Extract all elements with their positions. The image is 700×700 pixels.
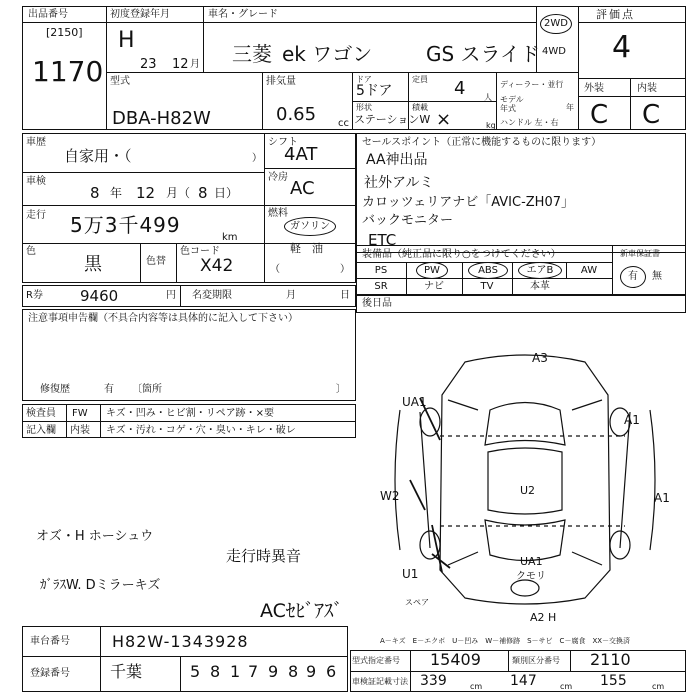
- shift-label: シフト: [268, 137, 298, 148]
- dimension-length: 339: [420, 673, 447, 689]
- usage-close: ）: [252, 153, 262, 164]
- damage-mark: A3: [532, 351, 548, 365]
- drive-4wd: 4WD: [542, 46, 566, 57]
- mileage-label: 走行: [26, 210, 46, 221]
- mileage-value: 5万3千499: [70, 213, 181, 237]
- divider: [578, 6, 579, 130]
- model-type-value: DBA-H82W: [112, 108, 211, 129]
- divider: [578, 22, 686, 23]
- reg-deadline-day-unit: 日: [340, 290, 350, 301]
- divider: [350, 671, 686, 672]
- inspector-note: 走行時異音: [226, 547, 302, 565]
- equipment-label: 装備品（純正品に限り○をつけてください）: [362, 249, 561, 260]
- color-change-label: 色替: [146, 256, 166, 267]
- damage-mark: UA1: [402, 395, 427, 409]
- car-maker: 三菱: [232, 42, 272, 66]
- month-unit: 月（: [166, 186, 191, 200]
- lot-code: [2150]: [46, 26, 83, 39]
- sales-point-line: カロッツェリアナビ「AVIC-ZH07」: [362, 195, 574, 210]
- divider: [536, 6, 537, 72]
- dimension-unit: cm: [652, 682, 665, 691]
- load-value: ×: [436, 109, 452, 130]
- reg-deadline-label: 名変期限: [192, 290, 232, 301]
- recycle-row: [22, 285, 356, 307]
- mileage-unit: km: [222, 232, 238, 243]
- divider: [578, 96, 686, 97]
- reg-digit: 9: [268, 662, 279, 681]
- color-code-label: 色コード: [180, 246, 220, 257]
- load-unit: kg: [486, 121, 496, 130]
- divider: [570, 650, 571, 671]
- recycle-label: R券: [26, 290, 43, 301]
- sales-points-block: [356, 133, 686, 253]
- warranty-yes: 有: [620, 266, 646, 288]
- model-type-label: 型式: [110, 76, 130, 87]
- shape-label: 形状: [356, 103, 372, 112]
- divider: [106, 72, 578, 73]
- drive-2wd-circle: 2WD: [540, 14, 572, 34]
- divider: [508, 650, 509, 671]
- divider: [203, 6, 204, 72]
- side-outlines: [395, 410, 655, 550]
- divider: [496, 72, 497, 130]
- divider: [176, 243, 177, 283]
- class-label: 類別区分番号: [512, 656, 560, 665]
- damage-mark: A2 H: [530, 611, 557, 624]
- first-reg-year: 23: [140, 57, 157, 72]
- year-unit: 年: [566, 103, 574, 112]
- int-score: C: [642, 100, 661, 130]
- inspector-note: ｶﾞﾗｽW. Dミラーキズ: [40, 578, 161, 593]
- dimension-height: 155: [600, 673, 627, 689]
- ext-score: C: [590, 100, 609, 130]
- lot-label: 出品番号: [28, 9, 68, 20]
- repair-close: 〕: [336, 384, 346, 395]
- spare-tire: [511, 580, 539, 596]
- fuel-label: 燃料: [268, 208, 288, 219]
- displacement-label: 排気量: [266, 76, 296, 87]
- inspection-label: 車検: [26, 176, 46, 187]
- class-value: 2110: [590, 650, 631, 669]
- inspection-year: 8: [90, 184, 100, 202]
- divider: [262, 72, 263, 130]
- chassis-value: H82W-1343928: [112, 632, 249, 651]
- reg-digit: 8: [210, 662, 221, 681]
- color-value: 黒: [84, 254, 102, 275]
- damage-mark: U1: [402, 567, 419, 581]
- sales-points-label: セールスポイント（正常に機能するものに限ります）: [362, 137, 602, 148]
- divider: [100, 404, 101, 438]
- first-reg-label: 初度登録年月: [110, 9, 170, 20]
- divider: [106, 22, 536, 23]
- roof: [488, 448, 562, 514]
- inspection-day: 8: [198, 184, 208, 202]
- body-lines: [448, 400, 602, 568]
- month-unit: 月: [190, 59, 200, 70]
- warranty-label: 新車保証書: [620, 249, 660, 258]
- repair-detail: 〔箇所: [132, 384, 162, 395]
- side-doors: [420, 412, 630, 548]
- equip-leather: 本革: [530, 281, 550, 292]
- reg-digit: 1: [230, 662, 241, 681]
- reg-deadline-month-unit: 月: [286, 290, 296, 301]
- sales-point-line: ETC: [368, 231, 397, 249]
- divider: [106, 6, 107, 130]
- model-year-label: モデル: [500, 95, 524, 104]
- damage-mark: A1: [624, 413, 640, 427]
- interior-label: 内装: [70, 425, 90, 436]
- guide-lines: [440, 436, 625, 526]
- color-code-value: X42: [200, 256, 234, 276]
- equip-abs-circled: ABS: [468, 262, 508, 279]
- equip-aw: AW: [580, 265, 598, 276]
- aircon-value: AC: [290, 178, 315, 199]
- inspector-row2: キズ・汚れ・コゲ・穴・臭い・キレ・破レ: [106, 425, 296, 436]
- divider: [66, 404, 67, 438]
- car-name-label: 車名・グレード: [208, 9, 278, 20]
- inspector-label: 検査員: [26, 408, 56, 419]
- divider: [100, 626, 101, 692]
- inspector-note: オズ・H ホーシュウ: [36, 529, 154, 544]
- divider: [410, 650, 411, 692]
- divider: [22, 22, 106, 23]
- later-docs-row: [356, 295, 686, 313]
- year-unit: 年: [110, 186, 123, 200]
- damage-mark: U2: [520, 484, 536, 497]
- equip-pw-circled: PW: [416, 262, 448, 279]
- divider: [406, 262, 407, 295]
- divider: [264, 168, 356, 169]
- first-reg-month: 12: [172, 57, 189, 72]
- divider: [140, 243, 141, 283]
- handle-label: ハンドル 左・右: [500, 118, 559, 127]
- car-model: ek ワゴン: [282, 42, 373, 66]
- aircon-label: 冷房: [268, 172, 288, 183]
- fuel-circled: ガソリン: [284, 217, 336, 236]
- damage-mark: A1: [654, 491, 670, 505]
- sales-point-line: 社外アルミ: [364, 175, 434, 191]
- dimension-unit: cm: [470, 682, 483, 691]
- divider: [630, 78, 631, 130]
- inspector-note: ACｾﾋﾞｱｽﾞ: [260, 600, 343, 622]
- entry-label: 記入欄: [26, 425, 56, 436]
- equip-sr: SR: [374, 281, 388, 292]
- inspector-row1: キズ・凹み・ヒビ割・リペア跡・×要: [106, 408, 274, 419]
- divider: [264, 133, 265, 283]
- divider: [512, 262, 513, 295]
- lot-number: 1170: [32, 55, 104, 88]
- capacity-value: 4: [454, 78, 466, 99]
- divider: [22, 205, 264, 206]
- divider: [22, 421, 356, 422]
- ext-label: 外装: [584, 83, 604, 94]
- reg-digit: 9: [306, 662, 317, 681]
- fw-label: FW: [72, 408, 88, 419]
- day-unit: 日）: [214, 186, 239, 200]
- damage-mark: UA1: [520, 555, 543, 568]
- repair-value: 有: [104, 384, 114, 395]
- doors-value: 5ドア: [356, 83, 393, 99]
- spare-label: スペア: [405, 598, 429, 607]
- int-label: 内装: [637, 83, 657, 94]
- load-label: 積載: [412, 103, 428, 112]
- shift-value: 4AT: [284, 144, 318, 165]
- equip-airbag-circled: エアB: [518, 262, 562, 279]
- divider: [462, 262, 463, 295]
- reg-digit: 8: [288, 662, 299, 681]
- doors-label: ドア: [356, 75, 372, 84]
- capacity-unit: 人: [484, 93, 492, 102]
- fuel-printed: 軽 油: [290, 242, 323, 255]
- inspection-month: 12: [136, 184, 156, 202]
- displacement-value: 0.65: [276, 104, 317, 125]
- divider: [22, 656, 348, 657]
- dealer-label: ディーラー・並行: [500, 80, 564, 89]
- first-reg-era: H: [118, 28, 135, 53]
- registration-region: 千葉: [110, 662, 143, 681]
- sales-point-line: AA神出品: [366, 152, 428, 168]
- usage-label: 車歴: [26, 137, 46, 148]
- reg-digit: 5: [190, 662, 201, 681]
- damage-legend: A－キズ E－エクボ U－凹み W－補修跡 S－サビ C－腐食 XX－交換済: [380, 637, 631, 645]
- usage-value: 自家用・（: [64, 147, 132, 165]
- reg-digit: 6: [326, 662, 337, 681]
- dimensions-label: 車検証記載寸法: [352, 677, 408, 686]
- recycle-value: 9460: [80, 287, 119, 305]
- dimension-unit: cm: [560, 682, 573, 691]
- divider: [566, 262, 567, 278]
- damage-mark: W2: [380, 489, 400, 503]
- equip-tv: TV: [480, 281, 494, 292]
- equip-ps: PS: [374, 265, 388, 276]
- shape-value: ステーションW: [354, 113, 431, 126]
- score-label: 評価点: [596, 8, 635, 21]
- displacement-unit: cc: [338, 118, 349, 129]
- type-designation-label: 型式指定番号: [352, 656, 400, 665]
- color-label: 色: [26, 246, 36, 257]
- recycle-unit: 円: [166, 290, 176, 301]
- score-value: 4: [612, 30, 632, 65]
- capacity-label: 定員: [412, 75, 428, 84]
- year-label: 年式: [500, 104, 516, 113]
- repair-label: 修復歴: [40, 384, 70, 395]
- fuel-paren-open: （: [270, 264, 280, 275]
- divider: [612, 245, 613, 295]
- divider: [180, 285, 181, 307]
- damage-mark: クモリ: [516, 571, 546, 582]
- notes-label: 注意事項申告欄（不具合内容等は具体的に記入して下さい）: [28, 313, 298, 324]
- later-docs-label: 後日品: [362, 298, 392, 309]
- divider: [352, 101, 496, 102]
- reg-digit: 7: [248, 662, 259, 681]
- divider: [180, 656, 181, 692]
- divider: [264, 205, 356, 206]
- dimension-width: 147: [510, 673, 537, 689]
- sales-point-line: バックモニター: [362, 213, 454, 228]
- divider: [22, 172, 264, 173]
- registration-label: 登録番号: [30, 668, 70, 679]
- warranty-no: 無: [652, 271, 662, 282]
- car-grade: GS スライド: [426, 42, 540, 66]
- fuel-paren-close: ）: [340, 264, 350, 275]
- type-designation-value: 15409: [430, 650, 481, 669]
- divider: [578, 78, 686, 79]
- equip-navi: ナビ: [424, 281, 444, 292]
- chassis-label: 車台番号: [30, 636, 70, 647]
- windshield: [485, 403, 565, 446]
